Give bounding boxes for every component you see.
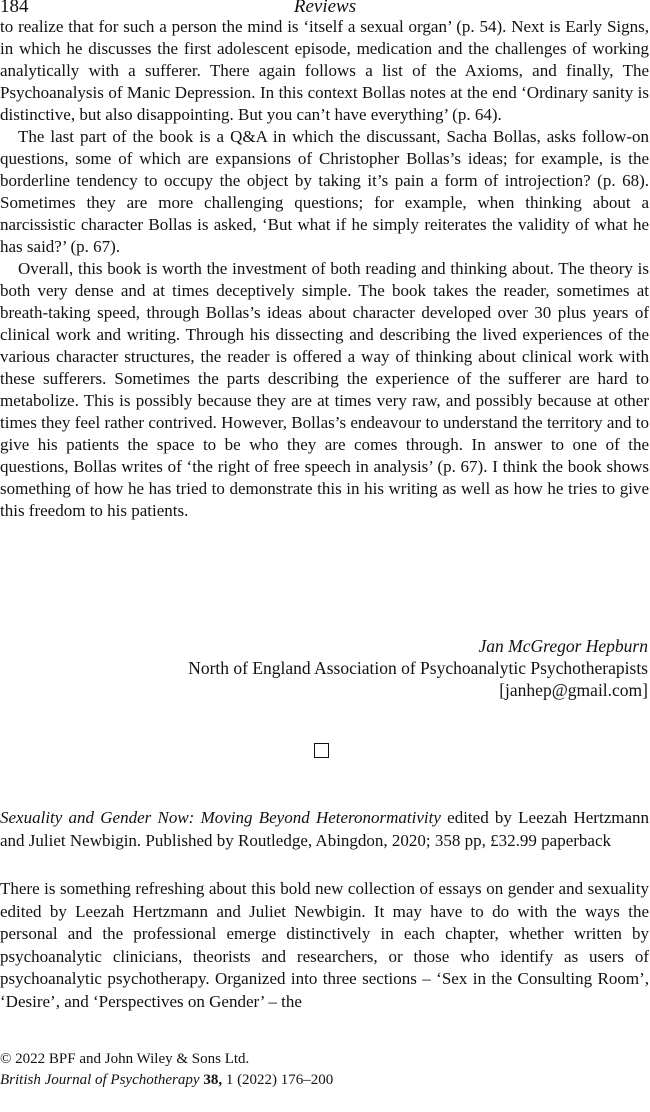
paragraph: The last part of the book is a Q&A in which the discussant, Sacha Bollas, asks follow-on questions, some of which are expansions of Christopher Bollas’s ideas; for example, is the borderline tendency to occupy the object by taking it’s pain a form of introjection? (p. 68). Sometimes they are more challenging questions; for example, when thinking about a narcissistic character Bollas is asked, ‘But what if he simply reiterates the validity of what he has said?’ (p. 67).	[0, 127, 649, 256]
paragraph: Overall, this book is worth the investment of both reading and thinking about. The theory is both very dense and at times deceptively simple. The book takes the reader, sometimes at breath-taking speed, through Bollas’s ideas about character developed over 30 plus years of clinical work and writing. Through his dissecting and describing the lived experiences of the various character structures, the reader is offered a way of thinking about clinical work with these sufferers. Sometimes the parts describing the experience of the sufferer are hard to metabolize. This is possibly because they are at times very raw, and possibly because at other times they feel rather contrived. However, Bollas’s endeavour to understand the territory and to give his patients the space to be who they are comes through. In answer to one of the questions, Bollas writes of ‘the right of free speech in analysis’ (p. 67). I think the book shows something of how he has tried to demonstrate this in his writing as well as how he tries to give this freedom to his patients.	[0, 259, 649, 520]
review-opening-paragraph: There is something refreshing about this bold new collection of essays on gender and sexuality edited by Leezah Hertzmann and Juliet Newbigin. It may have to do with the ways the personal and the professional emerge distinctively in each chapter, whether written by psychoanalytic clinicians, theorists and researchers, or those who identify as users of psychoanalytic psychotherapy. Organized into three sections – ‘Sex in the Consulting Room’, ‘Desire’, and ‘Perspectives on Gender’ – the	[0, 879, 649, 1011]
page-footer	[0, 1049, 650, 1091]
paragraph: to realize that for such a person the mind is ‘itself a sexual organ’ (p. 54). Next is Early Signs, in which he discusses the first adolescent episode, medication and the challenges of working analytically with a sufferer. There again follows a list of the Axioms, and finally, The Psychoanalysis of Manic Depression. In this context Bollas notes at the end ‘Ordinary sanity is distinctive, but also disappointing. But you can’t have everything’ (p. 64).	[0, 17, 649, 124]
journal-name: British Journal of Psychotherapy	[0, 1072, 200, 1088]
reviewer-organization: North of England Association of Psychoanalytic Psychotherapists	[188, 658, 648, 678]
copyright-line: © 2022 BPF and John Wiley & Sons Ltd.	[0, 1051, 250, 1067]
journal-volume: 38,	[203, 1072, 223, 1088]
reviewer-name: Jan McGregor Hepburn	[478, 636, 648, 656]
book-title: Sexuality and Gender Now: Moving Beyond Heteronormativity	[0, 808, 441, 827]
review-bibliographic-heading	[0, 807, 649, 852]
section-divider-square	[314, 743, 329, 758]
citation-line	[0, 1070, 650, 1091]
page-number: 184	[0, 0, 29, 17]
review-conclusion	[0, 16, 649, 522]
running-title: Reviews	[293, 0, 357, 17]
reviewer-email: [janhep@gmail.com]	[499, 680, 648, 700]
journal-issue-pages: 1 (2022) 176–200	[222, 1072, 334, 1088]
book-details: edited by Leezah Hertzmann and Juliet Newbigin. Published by Routledge, Abingdon, 2020; 358 pp, £32.99 paperback	[0, 808, 650, 850]
